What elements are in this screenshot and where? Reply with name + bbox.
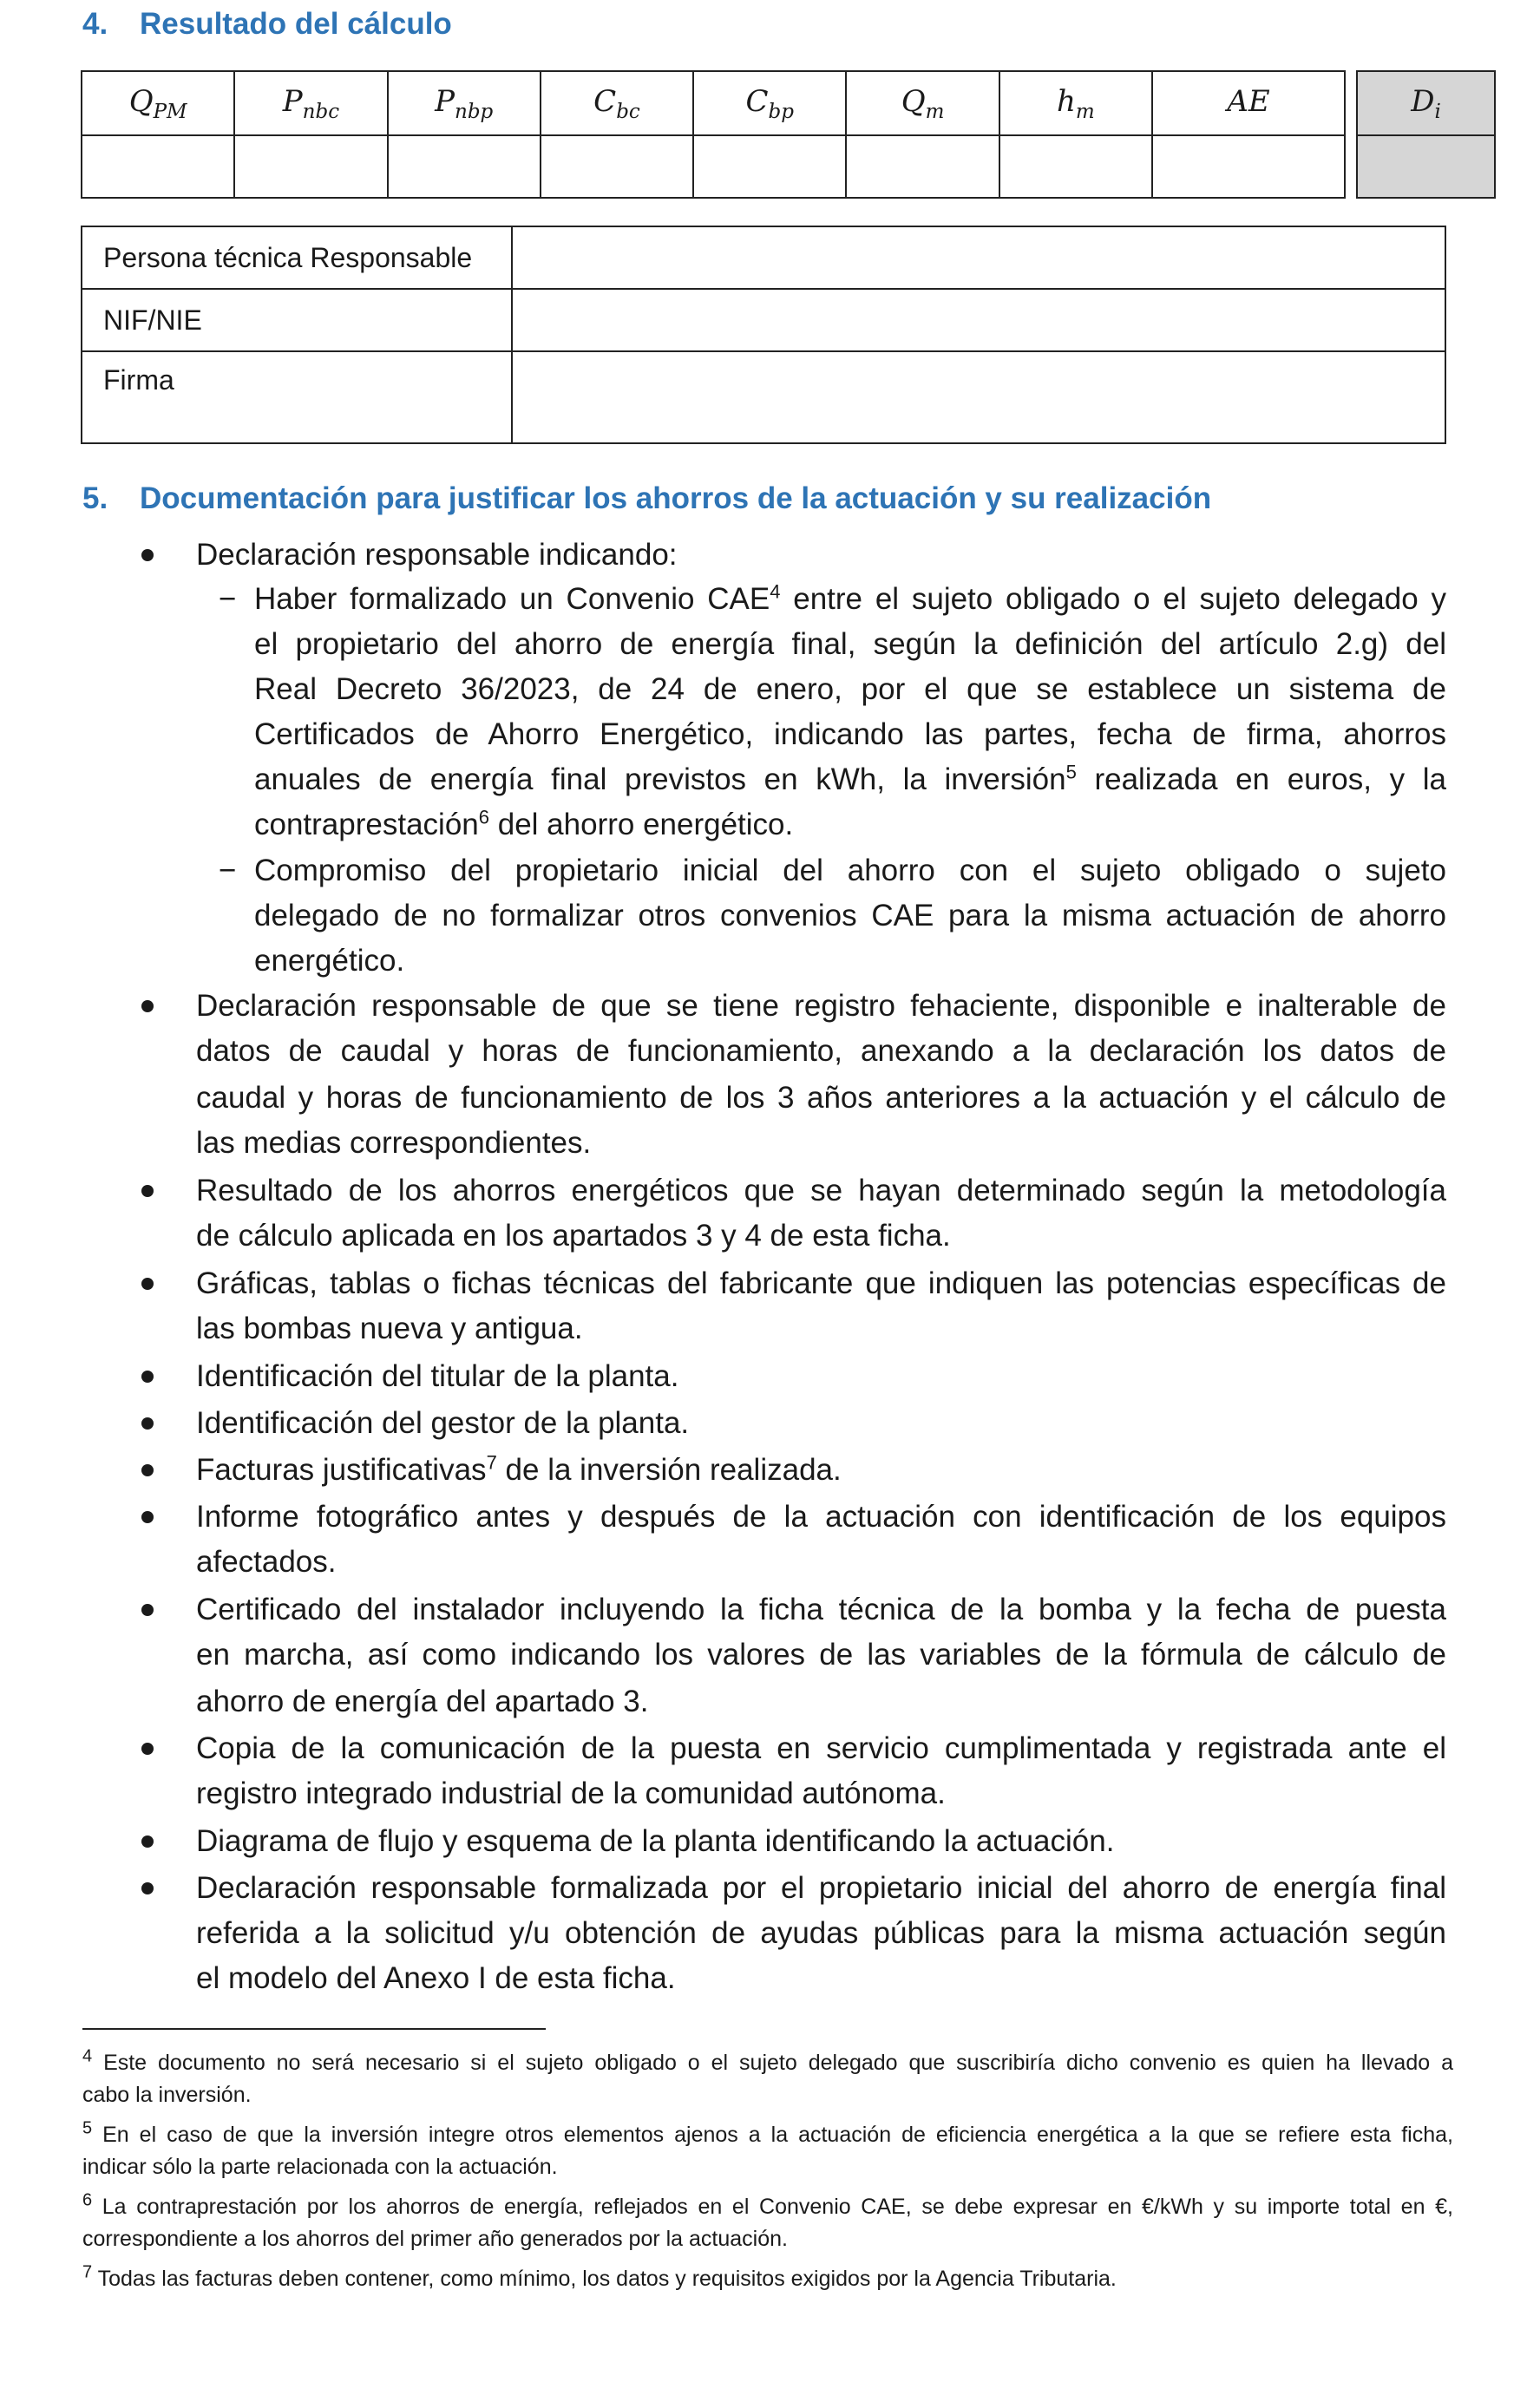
section-4-heading <box>82 7 452 42</box>
dash-marker: − <box>219 854 237 887</box>
list-item: registro integrado industrial de la comunidad autónoma. <box>196 1777 946 1810</box>
sub-list-line: energético. <box>254 944 405 978</box>
list-item: Copia de la comunicación de la puesta en servicio cumplimentada y registrada ante el <box>196 1731 1446 1765</box>
symbol-cell: AE <box>1152 71 1345 135</box>
bullet-dot <box>141 1511 154 1523</box>
nif-nie-field[interactable] <box>512 289 1445 351</box>
bullet-dot <box>141 1835 154 1848</box>
di-symbol-cell: $D_i$ <box>1357 71 1495 135</box>
list-item: Declaración responsable indicando: <box>196 538 678 572</box>
section-4-number: 4. <box>82 7 108 41</box>
bullet-dot <box>141 1743 154 1755</box>
value-cell[interactable] <box>234 135 387 198</box>
list-item: Declaración responsable de que se tiene registro fehaciente, disponible e inalterable de <box>196 989 1446 1023</box>
responsible-technician-label: Persona técnica Responsable <box>82 226 512 289</box>
sub-list-line: Real Decreto 36/2023, de 24 de enero, por el que se establece un sistema de <box>254 672 1446 706</box>
firma-field[interactable] <box>512 351 1445 443</box>
bullet-dot <box>141 1417 154 1430</box>
calculation-result-table <box>81 70 1346 199</box>
footnote-5: $^5$ En el caso de que la inversión integre otros elementos ajenos a la actuación de eficiencia energética a la que se refiere esta ficha, indicar sólo la parte relacionada con la actuación. <box>82 2118 1453 2179</box>
footnote-7: $^7$ Todas las facturas deben contener, como mínimo, los datos y requisitos exigidos por la Agencia Tributaria. <box>82 2262 1117 2291</box>
nif-nie-label: NIF/NIE <box>82 289 512 351</box>
footnote-separator <box>82 2028 546 2030</box>
list-item: Declaración responsable formalizada por el propietario inicial del ahorro de energía final <box>196 1871 1446 1905</box>
list-item: ahorro de energía del apartado 3. <box>196 1685 649 1718</box>
list-item: Gráficas, tablas o fichas técnicas del fabricante que indiquen las potencias específicas de <box>196 1266 1446 1300</box>
value-cell[interactable] <box>846 135 999 198</box>
firma-label: Firma <box>82 351 512 443</box>
list-item: el modelo del Anexo I de esta ficha. <box>196 1961 676 1995</box>
sub-list-line: delegado de no formalizar otros convenios CAE para la misma actuación de ahorro <box>254 899 1446 932</box>
section-5-heading <box>82 481 1211 516</box>
value-cell[interactable] <box>693 135 846 198</box>
symbol-cell: $C_{bp}$ <box>693 71 846 135</box>
list-item: las medias correspondientes. <box>196 1126 592 1160</box>
section-5-title: Documentación para justificar los ahorros de la actuación y su realización <box>140 481 1212 515</box>
section-4-title: Resultado del cálculo <box>140 7 452 41</box>
list-item: las bombas nueva y antigua. <box>196 1312 583 1345</box>
sub-list-line: anuales de energía final previstos en kWh, la inversión$^5$ realizada en euros, y la <box>254 761 1446 796</box>
sub-list-line: Certificados de Ahorro Energético, indicando las partes, fecha de firma, ahorros <box>254 717 1446 751</box>
value-cell[interactable] <box>999 135 1152 198</box>
bullet-dot <box>141 1000 154 1012</box>
symbol-cell: $Q_{PM}$ <box>82 71 234 135</box>
list-item: afectados. <box>196 1545 337 1579</box>
bullet-dot <box>141 1185 154 1197</box>
signature-row <box>82 289 1445 351</box>
symbol-cell: $Q_m$ <box>846 71 999 135</box>
di-value-cell[interactable] <box>1357 135 1495 198</box>
list-item: Diagrama de flujo y esquema de la planta identificando la actuación. <box>196 1824 1115 1858</box>
list-item: Informe fotográfico antes y después de la actuación con identificación de los equipos <box>196 1500 1446 1534</box>
sub-list-line: el propietario del ahorro de energía final, según la definición del artículo 2.g) del <box>254 627 1446 661</box>
list-item: Identificación del titular de la planta. <box>196 1359 679 1393</box>
bullet-dot <box>141 549 154 561</box>
bullet-dot <box>141 1882 154 1894</box>
value-row <box>82 135 1345 198</box>
symbol-header-row <box>82 71 1345 135</box>
list-item: Identificación del gestor de la planta. <box>196 1406 690 1440</box>
value-cell[interactable] <box>82 135 234 198</box>
symbol-cell: $P_{nbc}$ <box>234 71 387 135</box>
list-item: Resultado de los ahorros energéticos que se hayan determinado según la metodología <box>196 1174 1446 1207</box>
bullet-dot <box>141 1464 154 1476</box>
list-item: de cálculo aplicada en los apartados 3 y 4 de esta ficha. <box>196 1219 951 1253</box>
value-cell[interactable] <box>541 135 693 198</box>
dash-marker: − <box>219 582 237 616</box>
list-item: Facturas justificativas$^7$ de la inversión realizada. <box>196 1451 842 1487</box>
signature-row <box>82 226 1445 289</box>
bullet-dot <box>141 1604 154 1616</box>
list-item: en marcha, así como indicando los valores de las variables de la fórmula de cálculo de <box>196 1638 1446 1672</box>
sub-list-line: Haber formalizado un Convenio CAE$^4$ entre el sujeto obligado o el sujeto delegado y <box>254 580 1446 616</box>
list-item: Certificado del instalador incluyendo la ficha técnica de la bomba y la fecha de puesta <box>196 1593 1446 1626</box>
value-cell[interactable] <box>388 135 541 198</box>
sub-list-line: Compromiso del propietario inicial del ahorro con el sujeto obligado o sujeto <box>254 854 1446 887</box>
list-item: datos de caudal y horas de funcionamiento, anexando a la declaración los datos de <box>196 1034 1446 1068</box>
result-di-table <box>1356 70 1496 199</box>
symbol-cell: $P_{nbp}$ <box>388 71 541 135</box>
bullet-dot <box>141 1278 154 1290</box>
signature-row <box>82 351 1445 443</box>
symbol-cell: $C_{bc}$ <box>541 71 693 135</box>
list-item: referida a la solicitud y/u obtención de ayudas públicas para la misma actuación según <box>196 1916 1446 1950</box>
value-cell[interactable] <box>1152 135 1345 198</box>
list-item: caudal y horas de funcionamiento de los 3 años anteriores a la actuación y el cálculo de <box>196 1081 1446 1115</box>
signature-table <box>81 226 1446 444</box>
bullet-dot <box>141 1371 154 1383</box>
section-5-number: 5. <box>82 481 108 515</box>
footnote-4: $^4$ Este documento no será necesario si el sujeto obligado o el sujeto delegado que suscribiría dicho convenio es quien ha llevado a cabo la inversión. <box>82 2046 1453 2107</box>
footnote-6: $^6$ La contraprestación por los ahorros de energía, reflejados en el Convenio CAE, se debe expresar en €/kWh y su importe total en €, correspondiente a los ahorros del primer año generados por la actuación. <box>82 2190 1453 2251</box>
sub-list-line: contraprestación$^6$ del ahorro energético. <box>254 806 794 841</box>
responsible-technician-field[interactable] <box>512 226 1445 289</box>
symbol-cell: $h_m$ <box>999 71 1152 135</box>
